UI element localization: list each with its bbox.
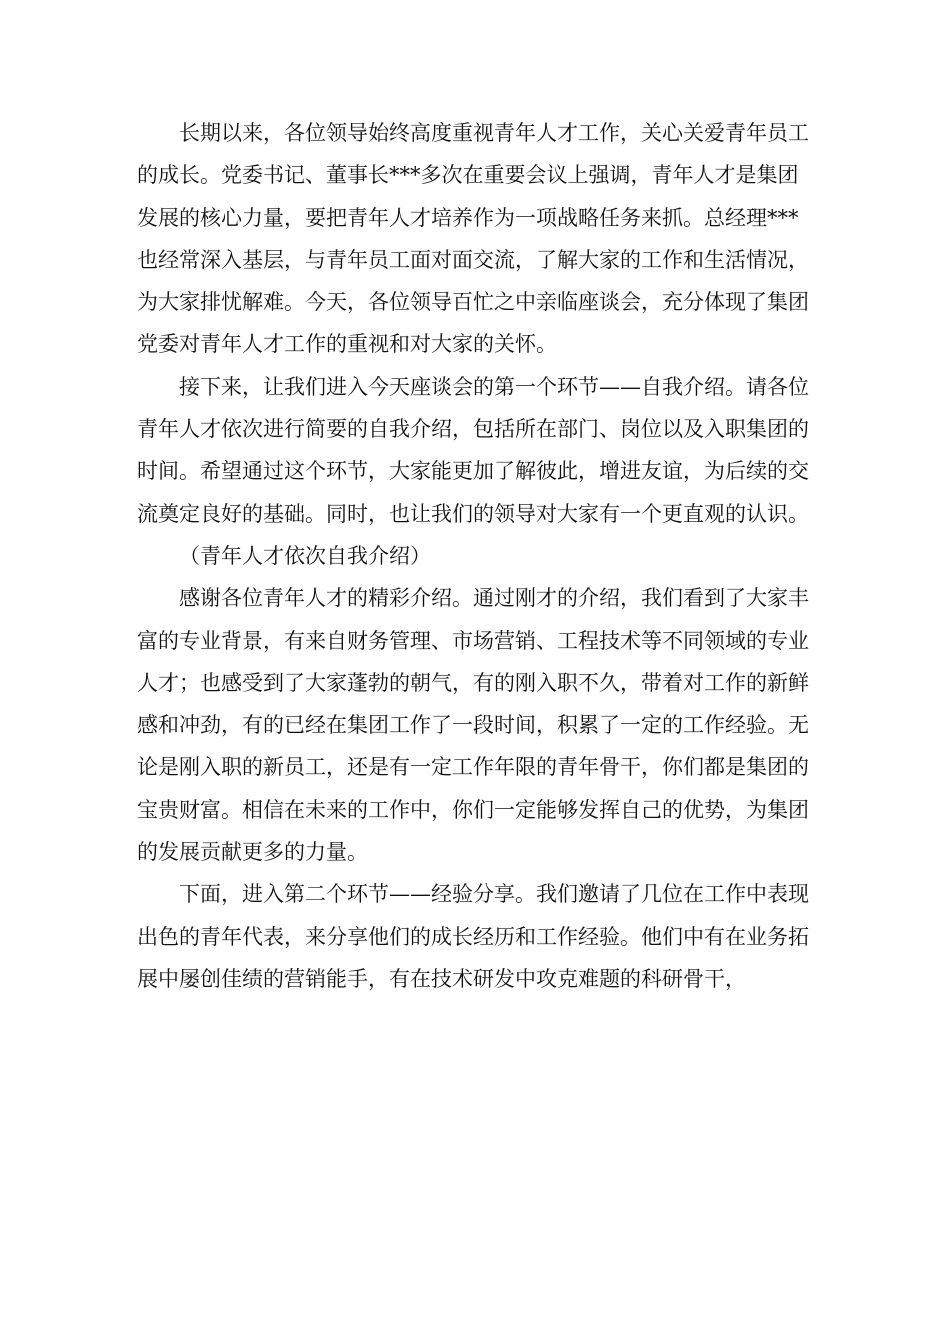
stage-direction-self-introduction: （青年人才依次自我介绍）	[179, 543, 431, 568]
paragraph-thanks-for-introductions: 感谢各位青年人才的精彩介绍。通过刚才的介绍，我们看到了大家丰富的专业背景，有来自财务管理、市场营销、工程技术等不同领域的专业人才；也感受到了大家蓬勃的朝气，有的刚入职不久，带着对工作的新鲜感和冲劲，有的已经在集团工作了一段时间，积累了一定的工作经验。无论是刚入职的新员工，还是有一定工作年限的青年骨干，你们都是集团的宝贵财富。相信在未来的工作中，你们一定能够发挥自己的优势，为集团的发展贡献更多的力量。	[137, 586, 809, 865]
paragraph-self-introduction-session: 接下来，让我们进入今天座谈会的第一个环节——自我介绍。请各位青年人才依次进行简要的自我介绍，包括所在部门、岗位以及入职集团的时间。希望通过这个环节，大家能更加了解彼此，增进友谊，为后续的交流奠定良好的基础。同时，也让我们的领导对大家有一个更直观的认识。	[137, 374, 809, 526]
paragraph-experience-sharing-session: 下面，进入第二个环节——经验分享。我们邀请了几位在工作中表现出色的青年代表，来分享他们的成长经历和工作经验。他们中有在业务拓展中屡创佳绩的营销能手，有在技术研发中攻克难题的科研骨干，	[137, 882, 809, 991]
paragraph-leadership-attention: 长期以来，各位领导始终高度重视青年人才工作，关心关爱青年员工的成长。党委书记、董事长***多次在重要会议上强调，青年人才是集团发展的核心力量，要把青年人才培养作为一项战略任务来抓。总经理***也经常深入基层，与青年员工面对面交流，了解大家的工作和生活情况，为大家排忧解难。今天，各位领导百忙之中亲临座谈会，充分体现了集团党委对青年人才工作的重视和对大家的关怀。	[137, 121, 809, 357]
document-body	[137, 112, 817, 1000]
